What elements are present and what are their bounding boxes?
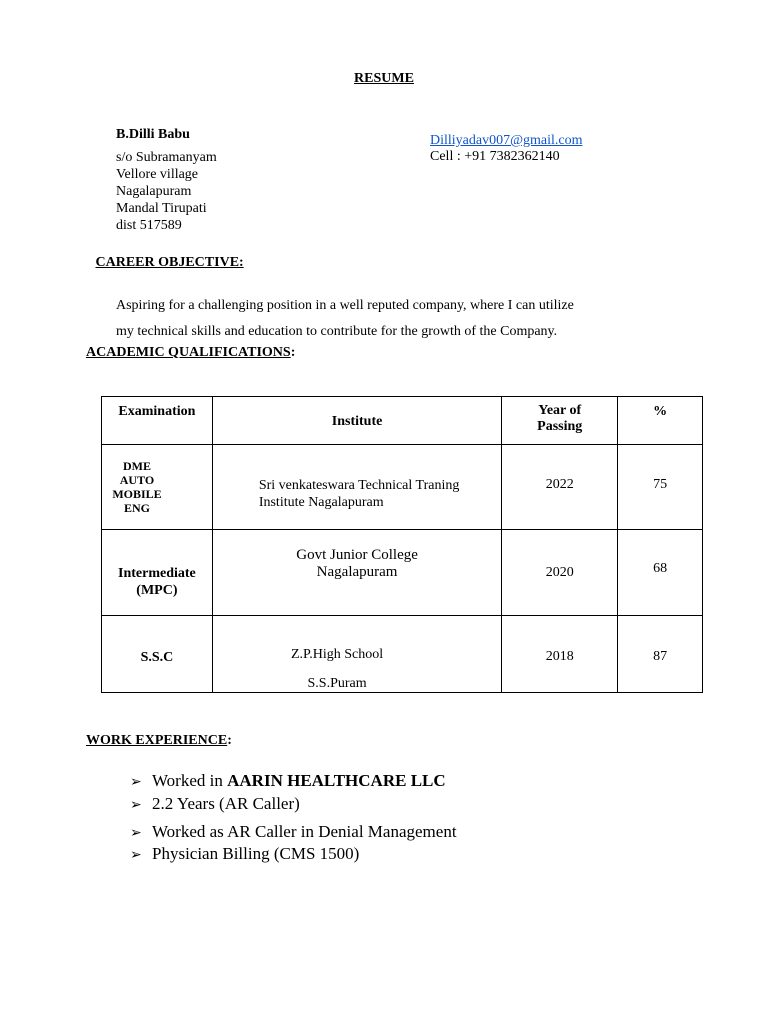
- table-header-row: [102, 397, 703, 445]
- academic-heading: ACADEMIC QUALIFICATIONS:: [86, 345, 296, 360]
- career-objective-heading: CAREER OBJECTIVE:: [95, 255, 244, 270]
- resume-title: RESUME: [354, 71, 414, 86]
- arrow-bullet-icon: ➢: [130, 774, 142, 790]
- exam-name: S.S.C: [140, 650, 174, 665]
- address-line: s/o Subramanyam: [116, 150, 217, 165]
- list-item: ➢ Worked as AR Caller in Denial Management: [130, 822, 457, 841]
- list-item: ➢ Physician Billing (CMS 1500): [130, 844, 360, 863]
- column-header-examination: Examination: [118, 404, 196, 419]
- column-header-percent: %: [653, 404, 668, 419]
- year-of-passing: 2022: [545, 477, 574, 492]
- arrow-bullet-icon: ➢: [130, 847, 142, 863]
- career-objective-text: [116, 293, 574, 345]
- institute-name: Z.P.High School S.S.Puram: [290, 647, 384, 691]
- year-of-passing: 2018: [545, 649, 574, 664]
- address-line: Nagalapuram: [116, 184, 192, 199]
- percentage: 68: [653, 561, 668, 576]
- email-link[interactable]: Dilliyadav007@gmail.com: [430, 133, 583, 148]
- column-header-institute: Institute: [331, 414, 383, 429]
- address-block: [116, 149, 217, 234]
- table-row: [102, 530, 703, 616]
- column-header-year: Year of Passing: [537, 403, 583, 434]
- arrow-bullet-icon: ➢: [130, 797, 142, 813]
- year-of-passing: 2020: [545, 565, 574, 580]
- qualifications-table: [101, 396, 703, 693]
- candidate-name: B.Dilli Babu: [116, 127, 190, 142]
- table-row: [102, 616, 703, 693]
- cell-number: Cell : +91 7382362140: [430, 149, 560, 164]
- list-item: ➢ 2.2 Years (AR Caller): [130, 794, 300, 813]
- address-line: Mandal Tirupati: [116, 201, 207, 216]
- address-line: dist 517589: [116, 218, 182, 233]
- list-item: ➢ Worked in AARIN HEALTHCARE LLC: [130, 771, 446, 790]
- arrow-bullet-icon: ➢: [130, 825, 142, 841]
- objective-line: Aspiring for a challenging position in a well reputed company, where I can utilize: [116, 298, 574, 313]
- table-row: [102, 445, 703, 530]
- percentage: 87: [653, 649, 668, 664]
- exam-name: DME AUTO MOBILE ENG: [112, 459, 162, 515]
- objective-line: my technical skills and education to contribute for the growth of the Company.: [116, 324, 558, 339]
- contact-block: [430, 133, 582, 165]
- work-experience-heading: WORK EXPERIENCE:: [86, 733, 232, 748]
- exam-name: Intermediate (MPC): [118, 566, 196, 598]
- address-line: Vellore village: [116, 167, 199, 182]
- institute-name: Sri venkateswara Technical Traning Institute Nagalapuram: [258, 478, 460, 510]
- percentage: 75: [653, 477, 668, 492]
- institute-name: Govt Junior College Nagalapuram: [296, 547, 418, 580]
